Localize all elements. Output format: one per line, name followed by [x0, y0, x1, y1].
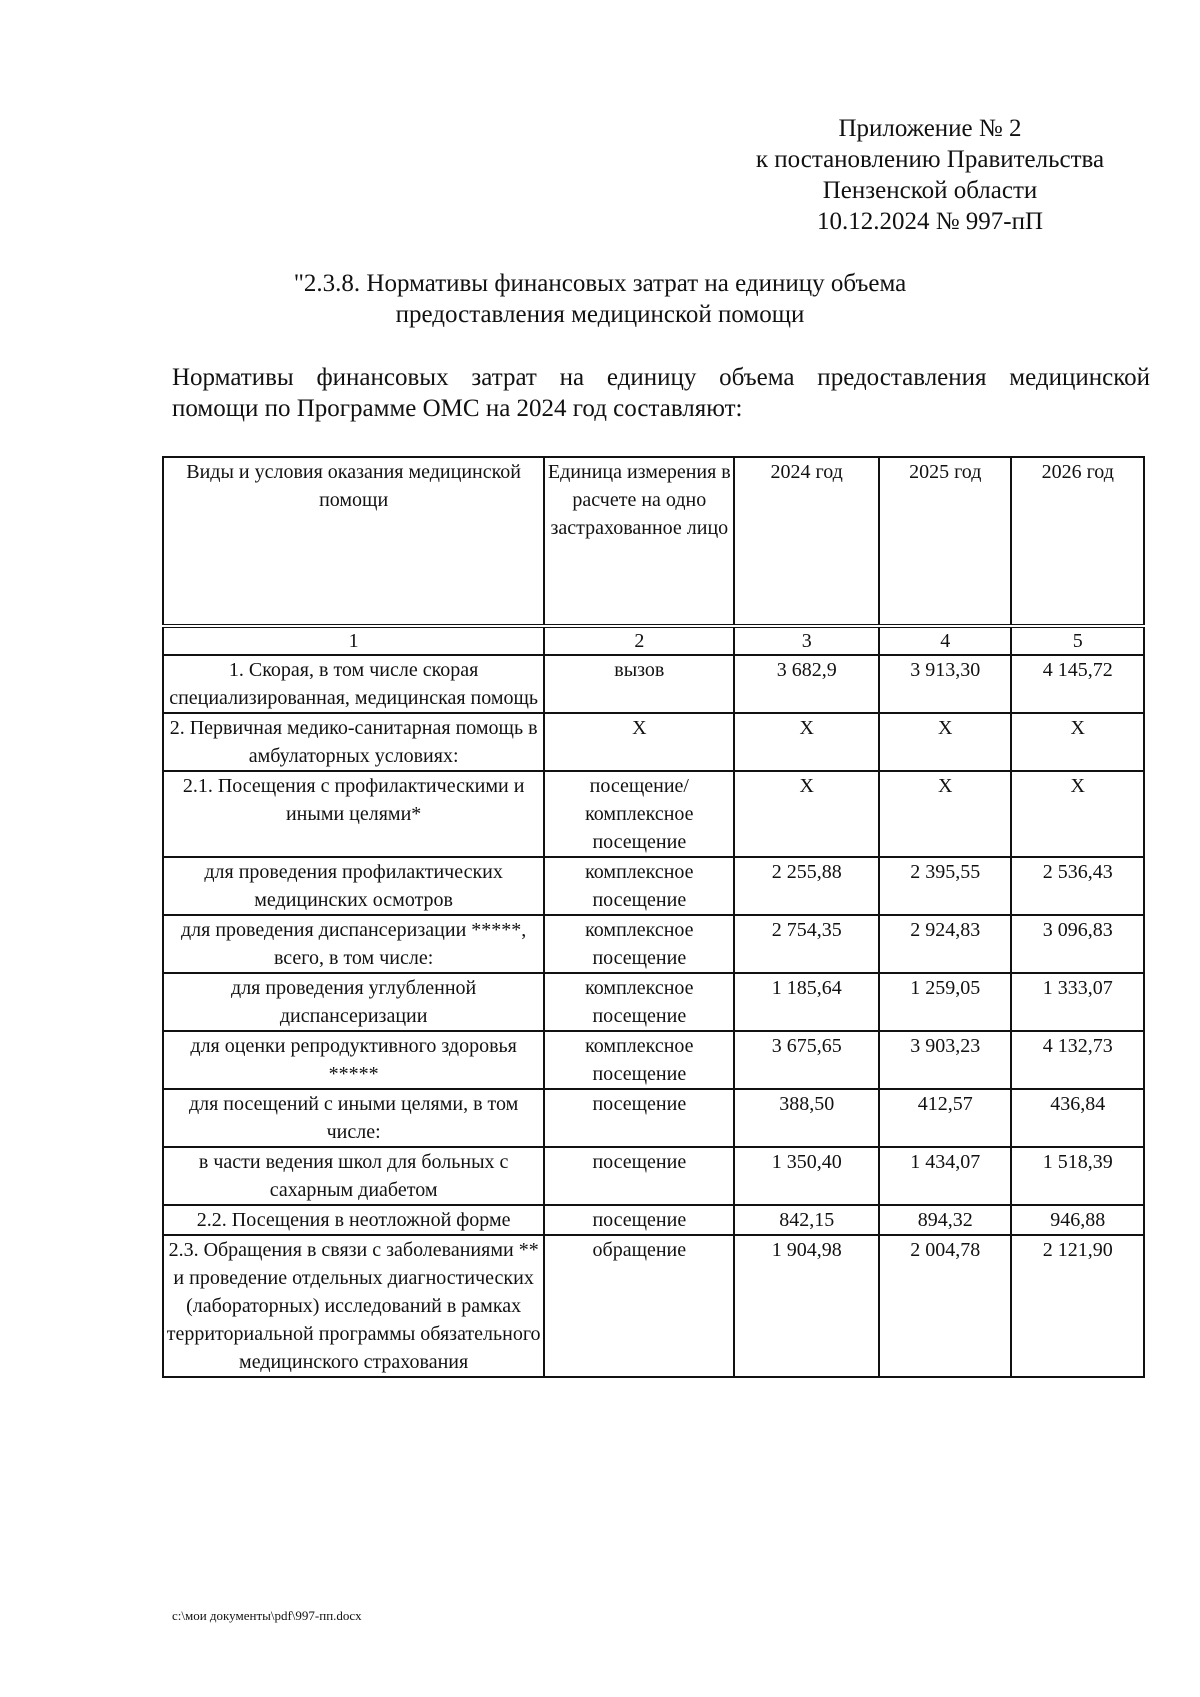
section-title	[220, 268, 980, 330]
cell-type: 2.2. Посещения в неотложной форме	[163, 1205, 544, 1235]
header-cell-2026: 2026 год	[1011, 457, 1144, 626]
cell-unit: вызов	[544, 655, 734, 713]
cell-type: 2. Первичная медико-санитарная помощь в амбулаторных условиях:	[163, 713, 544, 771]
column-number: 2	[544, 626, 734, 655]
cell-2026: 436,84	[1011, 1089, 1144, 1147]
appendix-date-number: 10.12.2024 № 997-пП	[816, 208, 1044, 235]
header-cell-2025: 2025 год	[879, 457, 1011, 626]
table-row	[163, 973, 1144, 1031]
cell-2025: Х	[879, 713, 1011, 771]
table-row	[163, 1205, 1144, 1235]
section-title-line: "2.3.8. Нормативы финансовых затрат на единицу объема	[293, 270, 907, 297]
appendix-line: Пензенской области	[822, 177, 1038, 204]
cell-2026: 4 145,72	[1011, 655, 1144, 713]
table-row	[163, 655, 1144, 713]
cell-2025: 2 924,83	[879, 915, 1011, 973]
cell-2024: Х	[734, 771, 879, 857]
cell-2025: 3 903,23	[879, 1031, 1011, 1089]
header-cell-unit: Единица измерения в расчете на одно застрахованное лицо	[544, 457, 734, 626]
cell-unit: комплексное посещение	[544, 973, 734, 1031]
norms-table	[162, 456, 1145, 1378]
cell-unit: посещение	[544, 1147, 734, 1205]
cell-unit: посещение/ комплексное посещение	[544, 771, 734, 857]
cell-2024: 3 675,65	[734, 1031, 879, 1089]
cell-2024: 388,50	[734, 1089, 879, 1147]
cell-2026: 4 132,73	[1011, 1031, 1144, 1089]
table-header-row	[163, 457, 1144, 626]
cell-unit: комплексное посещение	[544, 915, 734, 973]
cell-2025: 1 259,05	[879, 973, 1011, 1031]
cell-2025: Х	[879, 771, 1011, 857]
cell-2024: 842,15	[734, 1205, 879, 1235]
cell-type: в части ведения школ для больных с сахарным диабетом	[163, 1147, 544, 1205]
table-row	[163, 1031, 1144, 1089]
intro-line: помощи по Программе ОМС на 2024 год составляют:	[172, 395, 743, 422]
column-number: 5	[1011, 626, 1144, 655]
cell-2025: 2 395,55	[879, 857, 1011, 915]
cell-2026: 2 121,90	[1011, 1235, 1144, 1377]
cell-2026: 1 518,39	[1011, 1147, 1144, 1205]
cell-type: 1. Скорая, в том числе скорая специализированная, медицинская помощь	[163, 655, 544, 713]
cell-2025: 894,32	[879, 1205, 1011, 1235]
section-title-line: предоставления медицинской помощи	[395, 301, 805, 328]
appendix-line: Приложение № 2	[838, 115, 1022, 142]
column-number: 1	[163, 626, 544, 655]
column-number: 3	[734, 626, 879, 655]
cell-2026: 946,88	[1011, 1205, 1144, 1235]
appendix-line: к постановлению Правительства	[755, 146, 1105, 173]
cell-2024: 2 255,88	[734, 857, 879, 915]
cell-2026: 3 096,83	[1011, 915, 1144, 973]
header-cell-type: Виды и условия оказания медицинской помощи	[163, 457, 544, 626]
cell-2024: 1 185,64	[734, 973, 879, 1031]
cell-type: 2.1. Посещения с профилактическими и иными целями*	[163, 771, 544, 857]
cell-type: для проведения диспансеризации *****, всего, в том числе:	[163, 915, 544, 973]
cell-type: для проведения углубленной диспансеризации	[163, 973, 544, 1031]
cell-2024: 1 350,40	[734, 1147, 879, 1205]
cell-2025: 3 913,30	[879, 655, 1011, 713]
cell-unit: обращение	[544, 1235, 734, 1377]
table-row	[163, 1089, 1144, 1147]
cell-2026: Х	[1011, 713, 1144, 771]
cell-unit: Х	[544, 713, 734, 771]
file-path-footer: c:\мои документы\pdf\997-пп.docx	[172, 1608, 362, 1623]
cell-2024: Х	[734, 713, 879, 771]
cell-type: 2.3. Обращения в связи с заболеваниями ** и проведение отдельных диагностических (лабораторных) исследований в рамках территориальной программы обязательного медицинского страхования	[163, 1235, 544, 1377]
table-row	[163, 915, 1144, 973]
cell-type: для посещений с иными целями, в том числе:	[163, 1089, 544, 1147]
cell-2024: 1 904,98	[734, 1235, 879, 1377]
cell-unit: комплексное посещение	[544, 1031, 734, 1089]
cell-2025: 1 434,07	[879, 1147, 1011, 1205]
cell-2025: 2 004,78	[879, 1235, 1011, 1377]
header-cell-2024: 2024 год	[734, 457, 879, 626]
cell-unit: посещение	[544, 1205, 734, 1235]
intro-paragraph	[172, 362, 1150, 424]
cell-2024: 3 682,9	[734, 655, 879, 713]
table-row	[163, 713, 1144, 771]
intro-line: Нормативы финансовых затрат на единицу объема предоставления медицинской	[172, 364, 1150, 391]
table-row	[163, 857, 1144, 915]
cell-type: для проведения профилактических медицинских осмотров	[163, 857, 544, 915]
cell-unit: комплексное посещение	[544, 857, 734, 915]
cell-unit: посещение	[544, 1089, 734, 1147]
cell-2024: 2 754,35	[734, 915, 879, 973]
cell-2026: 2 536,43	[1011, 857, 1144, 915]
cell-type: для оценки репродуктивного здоровья *****	[163, 1031, 544, 1089]
appendix-header	[730, 113, 1130, 237]
column-number-row	[163, 626, 1144, 655]
table-row	[163, 1147, 1144, 1205]
cell-2026: 1 333,07	[1011, 973, 1144, 1031]
table-row	[163, 771, 1144, 857]
column-number: 4	[879, 626, 1011, 655]
cell-2025: 412,57	[879, 1089, 1011, 1147]
cell-2026: Х	[1011, 771, 1144, 857]
table-row	[163, 1235, 1144, 1377]
